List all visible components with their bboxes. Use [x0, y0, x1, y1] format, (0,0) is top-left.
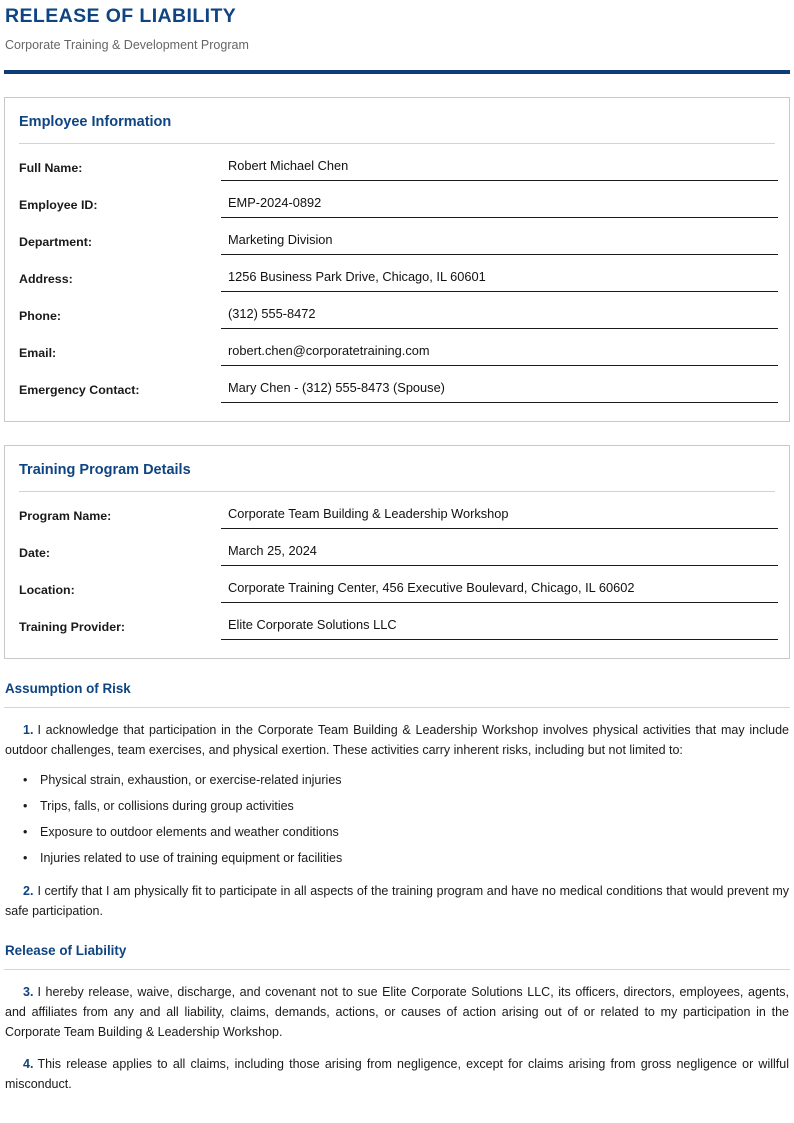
field-row-program-name [16, 505, 778, 529]
bullet-icon: • [23, 825, 28, 839]
document-header [4, 0, 790, 74]
risk-item-text: Physical strain, exhaustion, or exercise-related injuries [40, 773, 342, 787]
risk-item-text: Exposure to outdoor elements and weather conditions [40, 825, 339, 839]
clause-1-text: I acknowledge that participation in the Corporate Team Building & Leadership Workshop involves physical activities that may include outdoor challenges, team exercises, and physical exertion. These activities carry inherent risks, including but not limited to: [5, 723, 789, 757]
field-label-program-name: Program Name: [19, 509, 112, 523]
clause-2 [4, 881, 790, 921]
release-of-liability-heading: Release of Liability [5, 943, 127, 958]
field-label-phone: Phone: [19, 309, 61, 323]
field-row-address [16, 268, 778, 292]
list-item [4, 849, 790, 867]
field-label-full-name: Full Name: [19, 161, 83, 175]
clause-1-number: 1. [23, 723, 34, 737]
field-value-location[interactable]: Corporate Training Center, 456 Executive Boulevard, Chicago, IL 60602 [221, 579, 778, 603]
release-of-liability-section [4, 942, 790, 1094]
field-value-date[interactable]: March 25, 2024 [221, 542, 778, 566]
field-value-emergency-contact[interactable]: Mary Chen - (312) 555-8473 (Spouse) [221, 379, 778, 403]
assumption-of-risk-section [4, 680, 790, 921]
field-value-employee-id[interactable]: EMP-2024-0892 [221, 194, 778, 218]
clause-2-text: I certify that I am physically fit to participate in all aspects of the training program and have no medical conditions that would prevent my safe participation. [5, 884, 789, 918]
field-label-employee-id: Employee ID: [19, 198, 98, 212]
field-label-email: Email: [19, 346, 57, 360]
header-divider [4, 70, 790, 74]
field-value-training-provider[interactable]: Elite Corporate Solutions LLC [221, 616, 778, 640]
bullet-icon: • [23, 851, 28, 865]
clause-4-text: This release applies to all claims, including those arising from negligence, except for claims arising from gross negligence or willful misconduct. [5, 1057, 789, 1091]
field-row-location [16, 579, 778, 603]
field-label-date: Date: [19, 546, 50, 560]
clause-2-number: 2. [23, 884, 34, 898]
risk-item-text: Trips, falls, or collisions during group activities [40, 799, 294, 813]
field-value-address[interactable]: 1256 Business Park Drive, Chicago, IL 60601 [221, 268, 778, 292]
field-row-department [16, 231, 778, 255]
field-row-phone [16, 305, 778, 329]
field-row-emergency-contact [16, 379, 778, 403]
field-label-address: Address: [19, 272, 73, 286]
section-divider [4, 969, 790, 970]
clause-4-number: 4. [23, 1057, 34, 1071]
field-label-location: Location: [19, 583, 75, 597]
training-program-details-card [4, 445, 790, 659]
field-label-department: Department: [19, 235, 92, 249]
field-label-emergency-contact: Emergency Contact: [19, 383, 140, 397]
clause-3 [4, 982, 790, 1042]
page-subtitle: Corporate Training & Development Program [5, 38, 249, 52]
employee-information-card [4, 97, 790, 422]
risk-item-text: Injuries related to use of training equipment or facilities [40, 851, 343, 865]
list-item [4, 771, 790, 789]
training-program-details-title: Training Program Details [19, 462, 191, 478]
field-row-training-provider [16, 616, 778, 640]
clause-3-number: 3. [23, 985, 34, 999]
card-title-divider [19, 143, 775, 144]
employee-information-title: Employee Information [19, 114, 172, 130]
clause-4 [4, 1054, 790, 1094]
card-title-divider [19, 491, 775, 492]
list-item [4, 823, 790, 841]
field-row-email [16, 342, 778, 366]
list-item [4, 797, 790, 815]
field-value-email[interactable]: robert.chen@corporatetraining.com [221, 342, 778, 366]
clause-3-text: I hereby release, waive, discharge, and covenant not to sue Elite Corporate Solutions LLC, its officers, directors, employees, agents, and affiliates from any and all liability, claims, demands, actions, or causes of action arising out of or related to my participation in the Corporate Team Building & Leadership Workshop. [5, 985, 789, 1039]
field-value-program-name[interactable]: Corporate Team Building & Leadership Workshop [221, 505, 778, 529]
page-title: RELEASE OF LIABILITY [5, 5, 237, 27]
bullet-icon: • [23, 799, 28, 813]
section-divider [4, 707, 790, 708]
field-row-employee-id [16, 194, 778, 218]
clause-1 [4, 720, 790, 760]
risk-list [4, 771, 790, 867]
assumption-of-risk-heading: Assumption of Risk [5, 681, 131, 696]
field-row-date [16, 542, 778, 566]
field-value-full-name[interactable]: Robert Michael Chen [221, 157, 778, 181]
bullet-icon: • [23, 773, 28, 787]
field-row-full-name [16, 157, 778, 181]
field-label-training-provider: Training Provider: [19, 620, 126, 634]
field-value-department[interactable]: Marketing Division [221, 231, 778, 255]
field-value-phone[interactable]: (312) 555-8472 [221, 305, 778, 329]
